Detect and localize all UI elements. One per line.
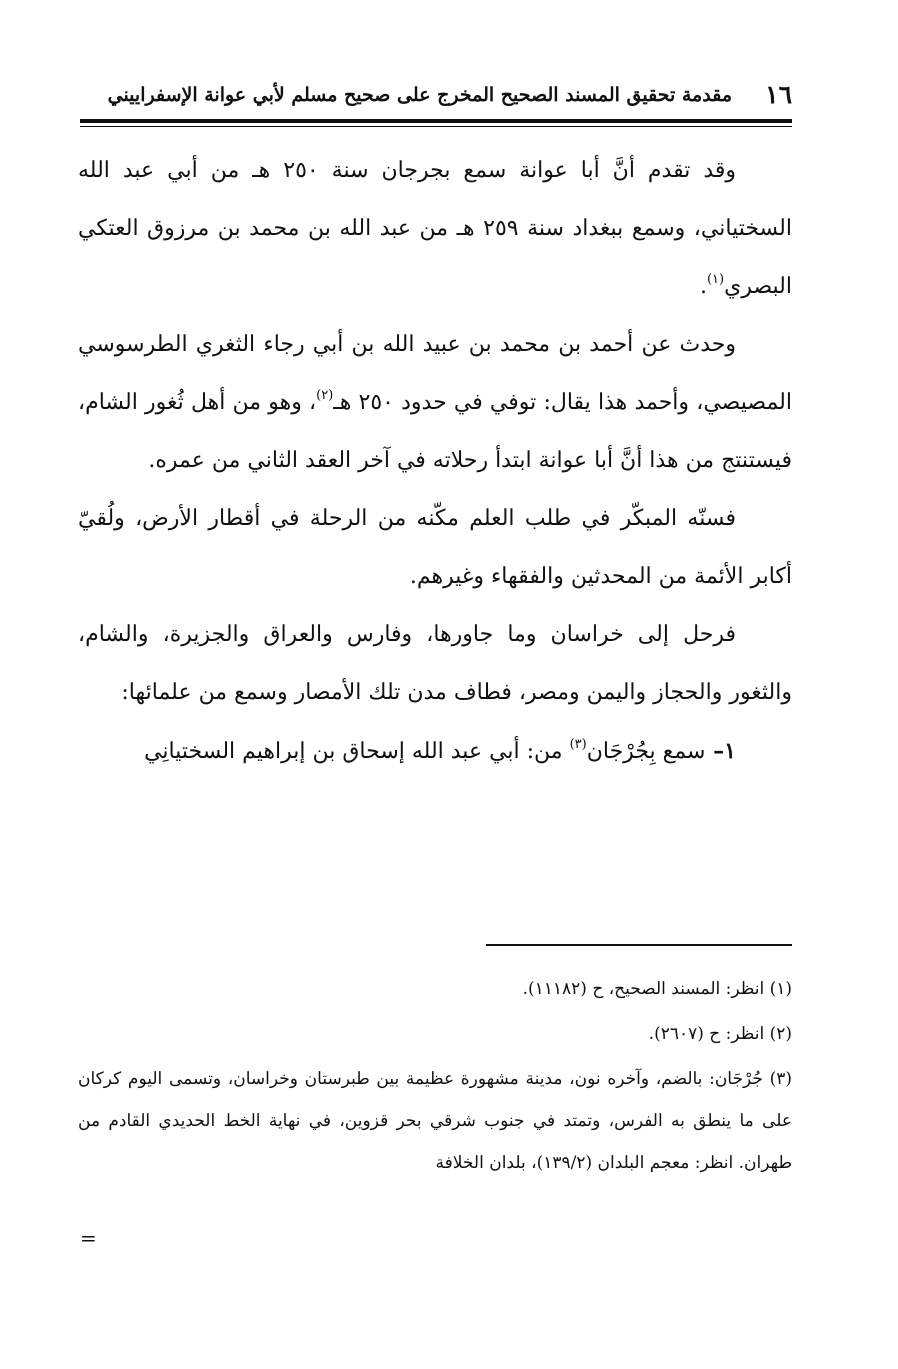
page-number: ١٦ xyxy=(765,80,792,109)
footnote-1: (١) انظر: المسند الصحيح، ح (١١١٨٢). xyxy=(522,979,792,999)
paragraph-1-text: وقد تقدم أنَّ أبا عوانة سمع بجرجان سنة ٢٥٠ هـ من أبي عبد الله السختياني، وسمع ببغداد سنة ٢٥٩ هـ من عبد الله بن محمد بن مرزوق العتكي البصري xyxy=(78,158,792,299)
paragraph-1-end: . xyxy=(699,274,707,299)
footnote-3: (٣) جُرْجَان: بالضم، وآخره نون، مدينة مشهورة عظيمة بين طبرستان وخراسان، وتسمى اليوم كركان على ما ينطق به الفرس، وتمتد في جنوب شرقي بحر قزوين، في نهاية الخط الحديدي القادم من طهران. انظر: معجم البلدان (١٣٩/٢)، بلدان الخلافة xyxy=(78,1069,792,1173)
header-rule-thin xyxy=(80,126,792,127)
page-header xyxy=(80,78,792,118)
footnote-2: (٢) انظر: ح (٢٦٠٧). xyxy=(648,1024,792,1044)
header-rule-thick xyxy=(80,119,792,123)
footnote-ref-3: (٣) xyxy=(569,737,587,752)
list-item-text-a: سمع بِجُرْجَان xyxy=(586,739,706,764)
paragraph-2 xyxy=(78,316,792,490)
paragraph-3-text: فسنّه المبكّر في طلب العلم مكّنه من الرحلة في أقطار الأرض، ولُقيّ أكابر الأئمة من المحدثين والفقهاء وغيرهم. xyxy=(78,506,792,589)
running-title: مقدمة تحقيق المسند الصحيح المخرج على صحيح مسلم لأبي عوانة الإسفراييني xyxy=(107,84,732,106)
main-text xyxy=(78,142,792,781)
footnote-separator xyxy=(486,944,792,946)
list-item-dash: – xyxy=(705,738,725,764)
paragraph-4 xyxy=(78,606,792,722)
paragraph-4-text: فرحل إلى خراسان وما جاورها، وفارس والعراق والجزيرة، والشام، والثغور والحجاز واليمن ومصر، فطاف مدن تلك الأمصار وسمع من علمائها: xyxy=(78,622,792,705)
list-item-text-b: من: أبي عبد الله إسحاق بن إبراهيم السختيانِي xyxy=(144,739,570,764)
paragraph-1 xyxy=(78,142,792,316)
footnote-ref-1: (١) xyxy=(706,272,725,287)
footnote-ref-2: (٢) xyxy=(316,388,334,403)
paragraph-3 xyxy=(78,490,792,606)
footnote-continuation-mark: = xyxy=(80,1226,97,1250)
paragraph-2-text-a: وحدث عن أحمد بن محمد بن عبيد الله بن أبي رجاء الثغري الطرسوسي المصيصي، وأحمد هذا يقال: توفي في حدود ٢٥٠ هـ xyxy=(78,332,792,415)
list-item-number: ١ xyxy=(724,738,736,764)
footnotes xyxy=(78,968,792,1187)
list-item-1 xyxy=(78,722,792,781)
paragraph-2-text-b: ، وهو من أهل ثُغور الشام، فيستنتج من هذا أنَّ أبا عوانة ابتدأ رحلاته في آخر العقد الثاني من عمره. xyxy=(78,390,792,473)
